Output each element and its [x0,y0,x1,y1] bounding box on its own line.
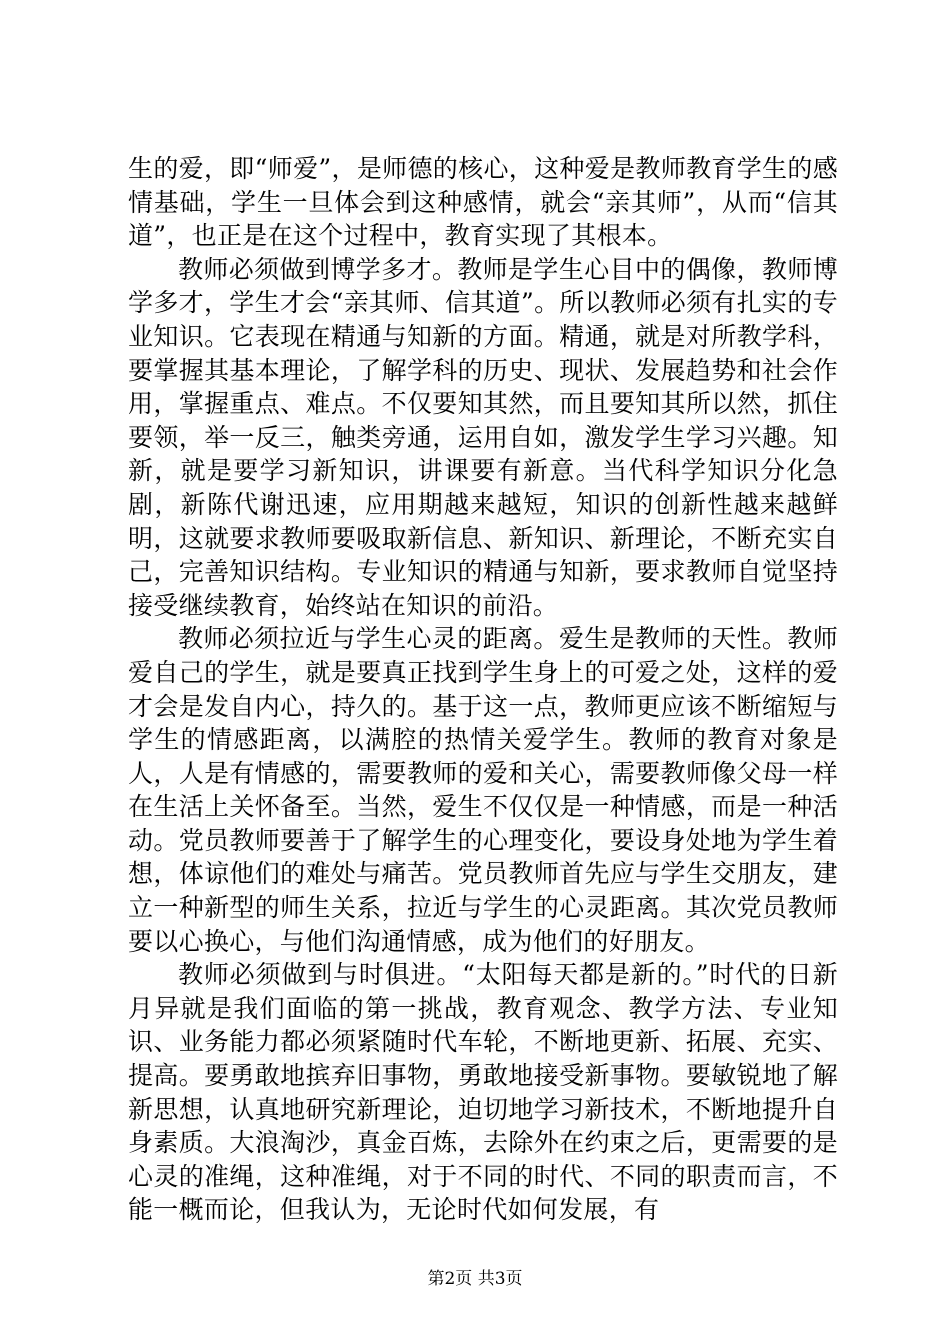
document-body [128,152,838,1227]
paragraph-keep-pace: 教师必须做到与时俱进。“太阳每天都是新的。”时代的日新月异就是我们面临的第一挑战，教育观念、教学方法、专业知识、业务能力都必须紧随时代车轮，不断地更新、拓展、充实、提高。要勇敢地摈弃旧事物，勇敢地接受新事物。要敏锐地了解新思想，认真地研究新理论，迫切地学习新技术，不断地提升自身素质。大浪淘沙，真金百炼，去除外在约束之后，更需要的是心灵的准绳，这种准绳，对于不同的时代、不同的职责而言，不能一概而论，但我认为，无论时代如何发展，有 [128,960,838,1225]
page-footer: 第2页 共3页 [427,1269,523,1289]
paragraph-erudition: 教师必须做到博学多才。教师是学生心目中的偶像，教师博学多才，学生才会“亲其师、信其道”。所以教师必须有扎实的专业知识。它表现在精通与知新的方面。精通，就是对所教学科，要掌握其基本理论，了解学科的历史、现状、发展趋势和社会作用，掌握重点、难点。不仅要知其然，而且要知其所以然，抓住要领，举一反三，触类旁通，运用自如，激发学生学习兴趣。知新，就是要学习新知识，讲课要有新意。当代科学知识分化急剧，新陈代谢迅速，应用期越来越短，知识的创新性越来越鲜明，这就要求教师要吸取新信息、新知识、新理论，不断充实自己，完善知识结构。专业知识的精通与知新，要求教师自觉坚持接受继续教育，始终站在知识的前沿。 [128,254,838,620]
paragraph-closeness: 教师必须拉近与学生心灵的距离。爱生是教师的天性。教师爱自己的学生，就是要真正找到学生身上的可爱之处，这样的爱才会是发自内心，持久的。基于这一点，教师更应该不断缩短与学生的情感距离，以满腔的热情关爱学生。教师的教育对象是人，人是有情感的，需要教师的爱和关心，需要教师像父母一样在生活上关怀备至。当然，爱生不仅仅是一种情感，而是一种活动。党员教师要善于了解学生的心理变化，要设身处地为学生着想，体谅他们的难处与痛苦。党员教师首先应与学生交朋友，建立一种新型的师生关系，拉近与学生的心灵距离。其次党员教师要以心换心，与他们沟通情感，成为他们的好朋友。 [128,624,838,956]
paragraph-continuation: 生的爱，即“师爱”，是师德的核心，这种爱是教师教育学生的感情基础，学生一旦体会到这种感情，就会“亲其师”，从而“信其道”，也正是在这个过程中，教育实现了其根本。 [128,154,838,251]
